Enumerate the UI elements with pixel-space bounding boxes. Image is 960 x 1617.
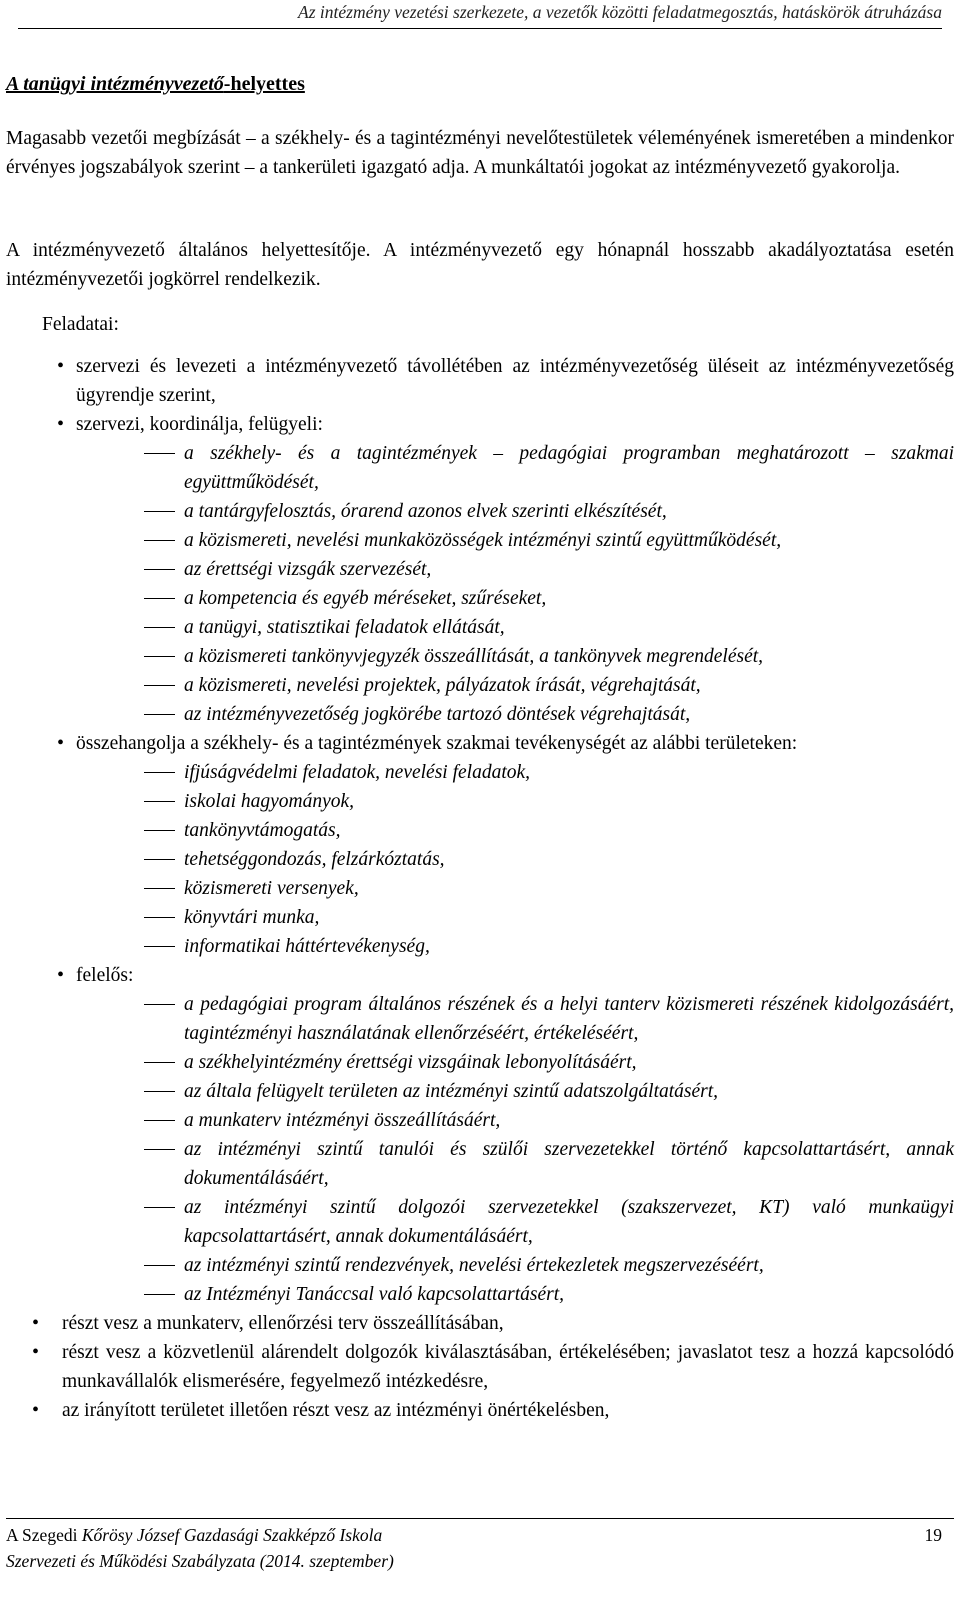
dash-icon xyxy=(144,453,175,454)
dash-icon xyxy=(144,1149,175,1150)
sub-item: az érettségi vizsgák szervezését, xyxy=(6,555,954,584)
paragraph-appointment: Magasabb vezetői megbízását – a székhely- és a tagintézményi nevelőtestületek véleményének ismeretében a mindenkor érvényes jogszabályok szerint – a tankerületi igazgató adja. A munkáltatói jogokat az intézményvezető gyakorolja. xyxy=(6,128,954,178)
dash-icon xyxy=(144,1294,175,1295)
dash-icon xyxy=(144,1004,175,1005)
dash-icon xyxy=(144,772,175,773)
bullet-icon: • xyxy=(57,355,65,377)
dash-icon xyxy=(144,1091,175,1092)
sub-item: tehetséggondozás, felzárkóztatás, xyxy=(6,845,954,874)
dash-icon xyxy=(144,830,175,831)
list-item: • az irányított területet illetően részt vesz az intézményi önértékelésben, xyxy=(6,1396,954,1425)
sub-item: a székhely- és a tagintézmények – pedagógiai programban meghatározott – szakmai együttműködését, xyxy=(6,439,954,497)
dash-icon xyxy=(144,656,175,657)
paragraph-deputy-role: A intézményvezető általános helyettesítője. A intézményvezető egy hónapnál hosszabb akadályoztatása esetén intézményvezetői jogkörrel rendelkezik. xyxy=(6,240,954,290)
footer-school-name: Kőrösy József Gazdasági Szakképző Iskola xyxy=(81,1525,383,1545)
footer-school-line: A Szegedi Kőrösy József Gazdasági Szakképző Iskola xyxy=(6,1525,383,1545)
footer-divider xyxy=(6,1518,954,1519)
dash-icon xyxy=(144,888,175,889)
sub-item: iskolai hagyományok, xyxy=(6,787,954,816)
dash-icon xyxy=(144,917,175,918)
running-header: Az intézmény vezetési szerkezete, a vezetők közötti feladatmegosztás, hatáskörök átruházása xyxy=(298,2,942,22)
sub-item: az Intézményi Tanáccsal való kapcsolattartásért, xyxy=(6,1280,954,1309)
sub-item: az általa felügyelt területen az intézményi szintű adatszolgáltatásért, xyxy=(6,1077,954,1106)
list-item: • részt vesz a munkaterv, ellenőrzési terv összeállításában, xyxy=(6,1309,954,1338)
sub-item: az intézményi szintű dolgozói szervezetekkel (szakszervezet, KT) való munkaügyi kapcsolattartásért, annak dokumentálásáért, xyxy=(6,1193,954,1251)
sub-item: a munkaterv intézményi összeállításáért, xyxy=(6,1106,954,1135)
dash-icon xyxy=(144,1207,175,1208)
dash-icon xyxy=(144,946,175,947)
dash-icon xyxy=(144,859,175,860)
sub-item: informatikai háttértevékenység, xyxy=(6,932,954,961)
sub-item: a közismereti tankönyvjegyzék összeállítását, a tankönyvek megrendelését, xyxy=(6,642,954,671)
dash-icon xyxy=(144,685,175,686)
sub-item: tankönyvtámogatás, xyxy=(6,816,954,845)
section-title-italic: A tanügyi intézményvezető xyxy=(6,73,224,95)
sub-item: a közismereti, nevelési projektek, pályázatok írását, végrehajtását, xyxy=(6,671,954,700)
footer-document-line: Szervezeti és Működési Szabályzata (2014. szeptember) xyxy=(6,1551,394,1571)
list-item: • szervezi és levezeti a intézményvezető távollétében az intézményvezetőség üléseit az intézményvezetőség ügyrendje szerint, xyxy=(6,352,954,410)
bullet-icon: • xyxy=(32,1312,40,1334)
bullet-icon: • xyxy=(57,413,65,435)
sub-item: a kompetencia és egyéb méréseket, szűréseket, xyxy=(6,584,954,613)
list-item: • szervezi, koordinálja, felügyeli: xyxy=(6,410,954,439)
list-item: • részt vesz a közvetlenül alárendelt dolgozók kiválasztásában, értékelésében; javaslatot tesz a hozzá kapcsolódó munkavállalók elismerésére, fegyelmező intézkedésre, xyxy=(6,1338,954,1396)
section-title-rest: -helyettes xyxy=(223,73,305,95)
sub-item: a pedagógiai program általános részének és a helyi tanterv közismereti részének kidolgozásáért, tagintézményi használatának ellenőrzéséért, értékeléséért, xyxy=(6,990,954,1048)
page-footer xyxy=(6,1522,954,1574)
bullet-icon: • xyxy=(57,732,65,754)
duties-list xyxy=(6,352,954,1425)
sub-item: a tantárgyfelosztás, órarend azonos elvek szerinti elkészítését, xyxy=(6,497,954,526)
dash-icon xyxy=(144,598,175,599)
dash-icon xyxy=(144,714,175,715)
sub-item: az intézményvezetőség jogkörébe tartozó döntések végrehajtását, xyxy=(6,700,954,729)
bullet-icon: • xyxy=(32,1341,40,1363)
sub-item: a közismereti, nevelési munkaközösségek intézményi szintű együttműködését, xyxy=(6,526,954,555)
dash-icon xyxy=(144,540,175,541)
list-item: • összehangolja a székhely- és a tagintézmények szakmai tevékenységét az alábbi területeken: xyxy=(6,729,954,758)
sub-item: közismereti versenyek, xyxy=(6,874,954,903)
dash-icon xyxy=(144,511,175,512)
sub-item: az intézményi szintű tanulói és szülői szervezetekkel történő kapcsolattartásért, annak dokumentálásáért, xyxy=(6,1135,954,1193)
dash-icon xyxy=(144,627,175,628)
sub-item: a székhelyintézmény érettségi vizsgáinak lebonyolításáért, xyxy=(6,1048,954,1077)
dash-icon xyxy=(144,569,175,570)
duties-label: Feladatai: xyxy=(42,314,119,335)
section-title xyxy=(6,70,954,99)
page-number: 19 xyxy=(924,1525,942,1545)
dash-icon xyxy=(144,1265,175,1266)
list-item: • felelős: xyxy=(6,961,954,990)
sub-item: az intézményi szintű rendezvények, nevelési értekezletek megszervezéséért, xyxy=(6,1251,954,1280)
sub-item: könyvtári munka, xyxy=(6,903,954,932)
bullet-icon: • xyxy=(57,964,65,986)
dash-icon xyxy=(144,801,175,802)
header-divider xyxy=(18,28,942,29)
dash-icon xyxy=(144,1062,175,1063)
sub-item: a tanügyi, statisztikai feladatok ellátását, xyxy=(6,613,954,642)
bullet-icon: • xyxy=(32,1399,40,1421)
sub-item: ifjúságvédelmi feladatok, nevelési feladatok, xyxy=(6,758,954,787)
dash-icon xyxy=(144,1120,175,1121)
